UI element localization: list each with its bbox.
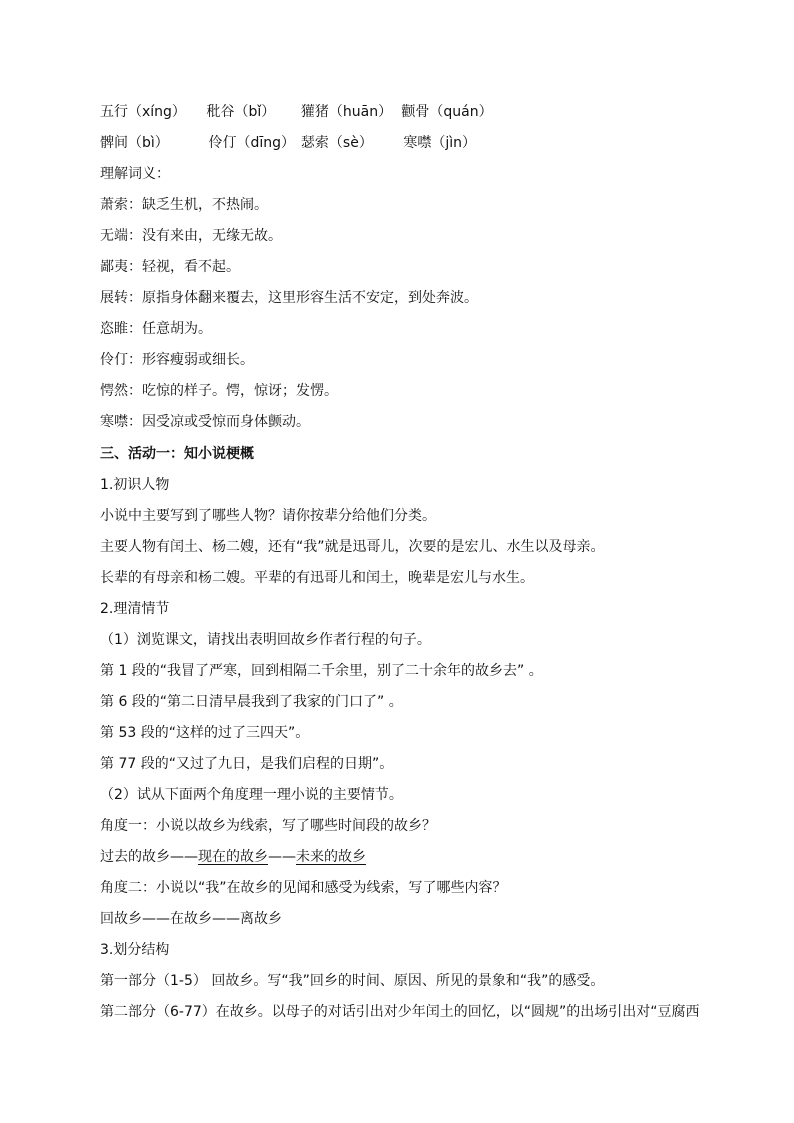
- pronunciation-item: 瑟索（sè）: [300, 135, 373, 151]
- structure-part: 第二部分（6-77）在故乡。以母子的对话引出对少年闰土的回忆，以“圆规”的出场引出对“豆腐西: [100, 1004, 700, 1020]
- subsection-heading: 1.初识人物: [100, 477, 170, 493]
- vocab-entry: 寒噤：因受凉或受惊而身体颤动。: [100, 414, 310, 430]
- vocab-entry: 伶仃：形容瘦弱或细长。: [100, 352, 254, 368]
- pronunciation-item: 伶仃（dīng）: [208, 135, 295, 151]
- answer-text: 第 53 段的“这样的过了三四天”。: [100, 725, 310, 741]
- pronunciation-item: 颧骨（quán）: [401, 104, 493, 120]
- pronunciation-item: 秕谷（bǐ）: [206, 104, 276, 120]
- pronunciation-item: 五行（xíng）: [100, 104, 186, 120]
- answer-text: 主要人物有闰土、杨二嫂，还有“我”就是迅哥儿，次要的是宏儿、水生以及母亲。: [100, 539, 605, 555]
- angle-two-answer: 回故乡——在故乡——离故乡: [100, 911, 282, 927]
- answer-text: 第 1 段的“我冒了严寒，回到相隔二千余里，别了二十余年的故乡去” 。: [100, 663, 543, 679]
- answer-dash: ——: [170, 849, 198, 865]
- vocab-entry: 萧索：缺乏生机，不热闹。: [100, 197, 268, 213]
- structure-part: 第一部分（1-5） 回故乡。写“我”回乡的时间、原因、所见的景象和“我”的感受。: [100, 973, 605, 989]
- vocab-heading: 理解词义：: [100, 166, 170, 182]
- answer-text: 第 6 段的“第二日清早晨我到了我家的门口了” 。: [100, 694, 403, 710]
- subsection-heading: 3.划分结构: [100, 942, 170, 958]
- answer-dash: ——: [268, 849, 296, 865]
- pronunciation-item: 寒噤（jìn）: [403, 135, 477, 151]
- question-text: （2）试从下面两个角度理一理小说的主要情节。: [100, 787, 403, 803]
- angle-one-answer: [100, 847, 754, 867]
- pronunciation-row-1: [100, 102, 754, 122]
- vocab-entry: 恣睢：任意胡为。: [100, 321, 212, 337]
- section-heading: 三、活动一：知小说梗概: [100, 446, 254, 462]
- answer-segment: 现在的故乡: [198, 849, 268, 865]
- pronunciation-item: 髀间（bì）: [100, 135, 169, 151]
- answer-text: 第 77 段的“又过了九日，是我们启程的日期”。: [100, 756, 394, 772]
- question-text: （1）浏览课文，请找出表明回故乡作者行程的句子。: [100, 632, 431, 648]
- vocab-entry: 鄙夷：轻视，看不起。: [100, 259, 240, 275]
- subsection-heading: 2.理清情节: [100, 601, 170, 617]
- angle-two-question: 角度二：小说以“我”在故乡的见闻和感受为线索，写了哪些内容？: [100, 880, 507, 896]
- answer-segment: 过去的故乡: [100, 849, 170, 865]
- vocab-entry: 无端：没有来由，无缘无故。: [100, 228, 282, 244]
- angle-one-question: 角度一：小说以故乡为线索，写了哪些时间段的故乡？: [100, 818, 436, 834]
- pronunciation-item: 獾猪（huān）: [300, 104, 393, 120]
- answer-segment: 未来的故乡: [296, 849, 366, 865]
- vocab-entry: 愕然：吃惊的样子。愕，惊讶；发愣。: [100, 383, 338, 399]
- pronunciation-row-2: [100, 133, 754, 153]
- answer-text: 长辈的有母亲和杨二嫂。平辈的有迅哥儿和闰土，晚辈是宏儿与水生。: [100, 570, 534, 586]
- question-text: 小说中主要写到了哪些人物？请你按辈分给他们分类。: [100, 508, 436, 524]
- vocab-entry: 展转：原指身体翻来覆去，这里形容生活不安定，到处奔波。: [100, 290, 478, 306]
